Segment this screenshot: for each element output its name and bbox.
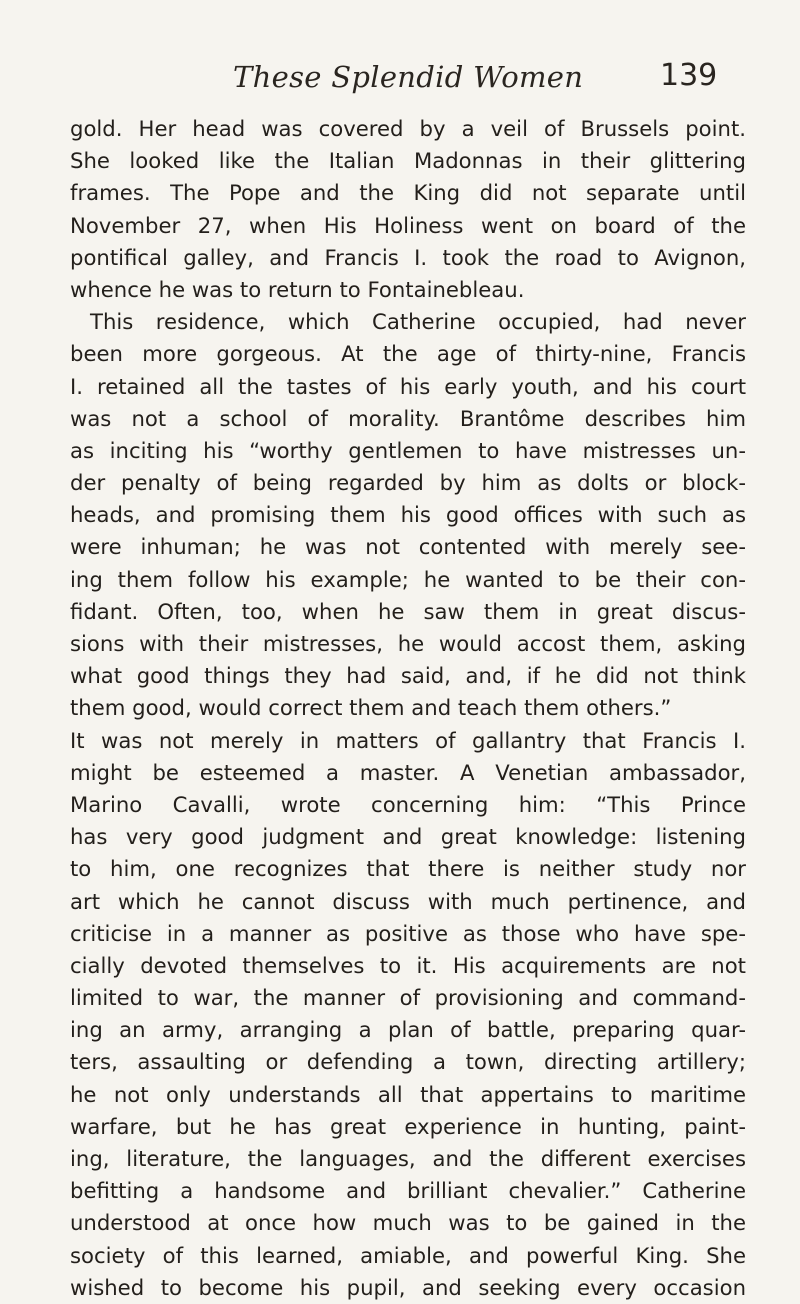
text-line: whence he was to return to Fontainebleau. — [70, 276, 525, 302]
text-line: might be esteemed a master. A Venetian ambassador, — [70, 759, 746, 785]
text-line: art which he cannot discuss with much pertinence, and — [70, 888, 746, 914]
text-line: criticise in a manner as positive as those who have spe- — [70, 920, 746, 946]
text-line: has very good judgment and great knowledge: listening — [70, 824, 746, 850]
text-line: pontifical galley, and Francis I. took the road to Avignon, — [70, 244, 746, 270]
text-line: It was not merely in matters of gallantry that Francis I. — [70, 727, 746, 753]
text-line: limited to war, the manner of provisioning and command- — [70, 985, 746, 1011]
text-line: cially devoted themselves to it. His acquirements are not — [70, 952, 746, 978]
text-line: fidant. Often, too, when he saw them in great discus- — [70, 598, 746, 624]
text-line: befitting a handsome and brilliant chevalier.” Catherine — [70, 1178, 746, 1204]
text-line: to him, one recognizes that there is neither study nor — [70, 856, 746, 882]
text-line: Marino Cavalli, wrote concerning him: “This Prince — [70, 791, 746, 817]
text-line: what good things they had said, and, if he did not think — [70, 663, 746, 689]
text-line: gold. Her head was covered by a veil of Brussels point. — [70, 116, 746, 141]
text-line: ing them follow his example; he wanted to be their con- — [70, 566, 746, 592]
text-line: wished to become his pupil, and seeking every occasion — [70, 1274, 746, 1300]
text-line: were inhuman; he was not contented with merely see- — [70, 534, 746, 560]
text-line: ing an army, arranging a plan of battle, preparing quar- — [70, 1017, 746, 1043]
text-line: warfare, but he has great experience in hunting, paint- — [70, 1113, 746, 1139]
text-line: understood at once how much was to be gained in the — [70, 1210, 746, 1236]
text-line: This residence, which Catherine occupied, had never — [90, 309, 746, 335]
page-number: 139 — [660, 58, 718, 93]
text-line: November 27, when His Holiness went on board of the — [70, 212, 746, 238]
text-line: he not only understands all that appertains to maritime — [70, 1081, 746, 1107]
text-line: them good, would correct them and teach them others.” — [70, 695, 672, 721]
body-text — [70, 113, 746, 1304]
text-line: society of this learned, amiable, and powerful King. She — [70, 1242, 746, 1268]
text-line: was not a school of morality. Brantôme describes him — [70, 405, 746, 431]
text-line: I. retained all the tastes of his early youth, and his court — [70, 373, 746, 399]
page-header — [0, 56, 800, 100]
text-line: frames. The Pope and the King did not separate until — [70, 180, 746, 206]
text-line: as inciting his “worthy gentlemen to have mistresses un- — [70, 437, 746, 463]
text-line: der penalty of being regarded by him as dolts or block- — [70, 470, 746, 496]
text-line: been more gorgeous. At the age of thirty-nine, Francis — [70, 341, 746, 367]
text-line: heads, and promising them his good offices with such as — [70, 502, 746, 528]
text-line: ing, literature, the languages, and the different exercises — [70, 1146, 746, 1171]
running-title: These Splendid Women — [233, 60, 584, 94]
text-line: She looked like the Italian Madonnas in their glittering — [70, 148, 746, 174]
text-line: ters, assaulting or defending a town, directing artillery; — [70, 1049, 746, 1075]
text-line: sions with their mistresses, he would accost them, asking — [70, 631, 746, 656]
